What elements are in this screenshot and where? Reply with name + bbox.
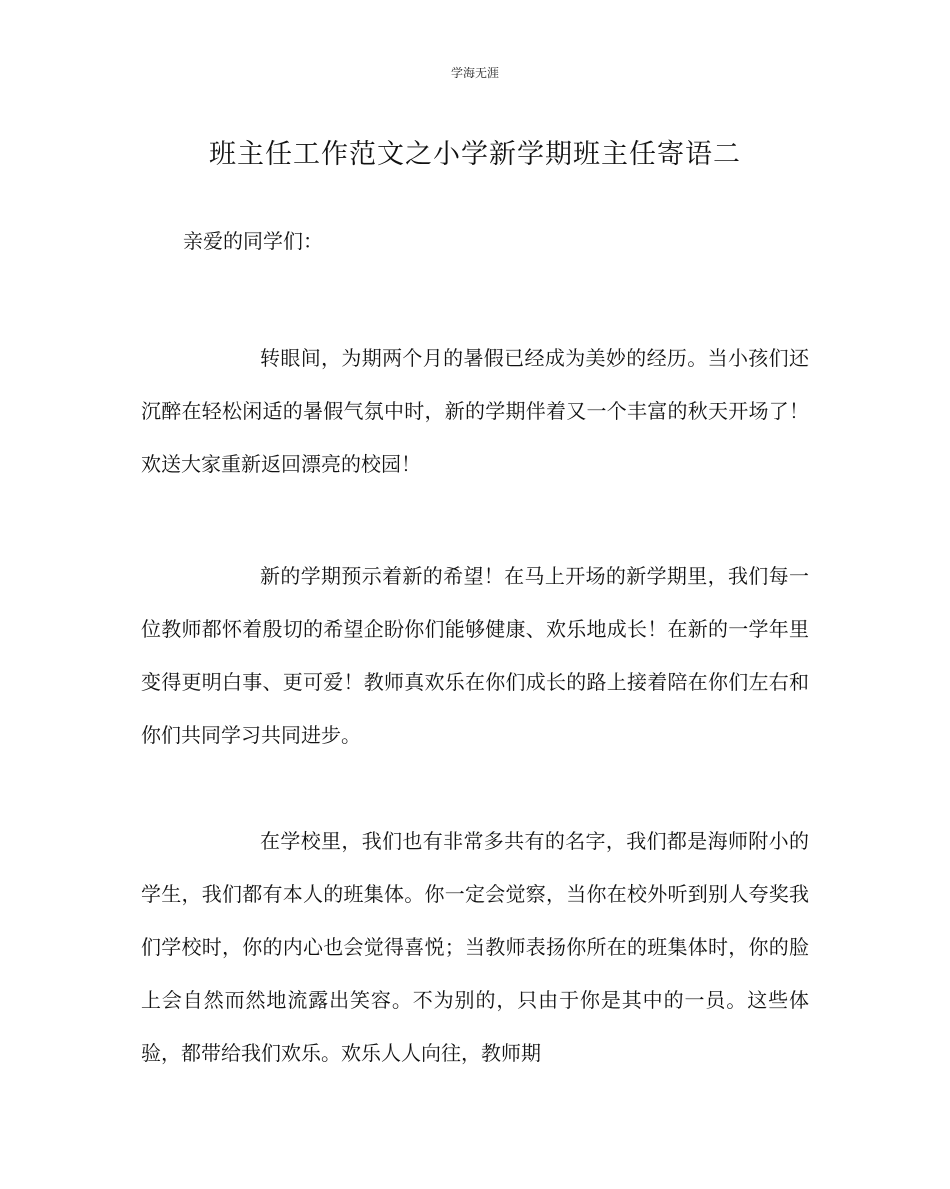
paragraph-3: 在学校里，我们也有非常多共有的名字，我们都是海师附小的学生，我们都有本人的班集体。你一定会觉察，当你在校外听到别人夸奖我们学校时，你的内心也会觉得喜悦；当教师表扬你所在的班集体时，你的脸上会自然而然地流露出笑容。不为别的，只由于你是其中的一员。这些体验，都带给我们欢乐。欢乐人人向往，教师期 [141,829,809,1065]
running-header: 学海无涯 [450,66,499,80]
paragraph-1: 转眼间，为期两个月的暑假已经成为美妙的经历。当小孩们还沉醉在轻松闲适的暑假气氛中时，新的学期伴着又一个丰富的秋天开场了！欢送大家重新返回漂亮的校园！ [141,346,809,476]
document-title: 班主任工作范文之小学新学期班主任寄语二 [209,139,741,170]
salutation: 亲爱的同学们： [183,229,323,253]
paragraph-2: 新的学期预示着新的希望！在马上开场的新学期里，我们每一位教师都怀着殷切的希望企盼你们能够健康、欢乐地成长！在新的一学年里变得更明白事、更可爱！教师真欢乐在你们成长的路上接着陪在你们左右和你们共同学习共同进步。 [141,564,809,747]
